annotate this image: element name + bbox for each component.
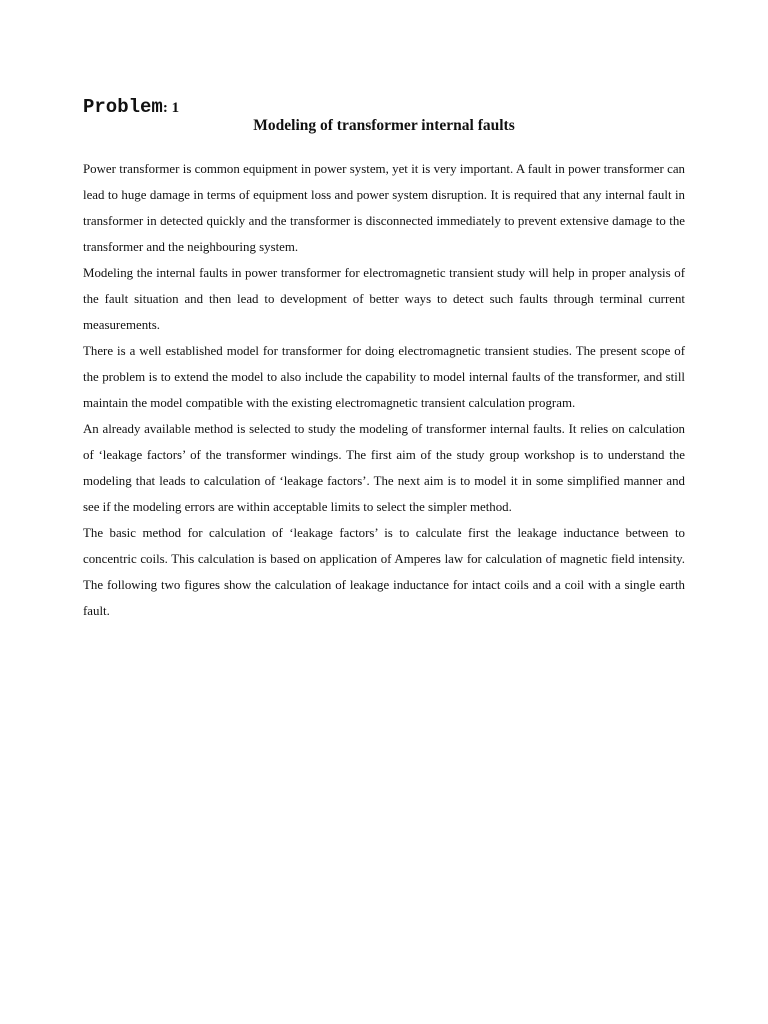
document-page bbox=[83, 88, 685, 624]
paragraph-existing-model: There is a well established model for transformer for doing electromagnetic transient studies. The present scope of the problem is to extend the model to also include the capability to model internal faults of the transformer, and still maintain the model compatible with the existing electromagnetic transient calculation program. bbox=[83, 344, 685, 410]
problem-heading bbox=[83, 88, 685, 118]
problem-number: : 1 bbox=[162, 100, 180, 116]
problem-label: Problem bbox=[83, 96, 163, 118]
body-text bbox=[83, 156, 685, 624]
paragraph-modeling: Modeling the internal faults in power transformer for electromagnetic transient study will help in proper analysis of the fault situation and then lead to development of better ways to detect such faults through terminal current measurements. bbox=[83, 266, 685, 332]
paragraph-leakage: The basic method for calculation of ‘leakage factors’ is to calculate first the leakage inductance between to concentric coils. This calculation is based on application of Amperes law for calculation of magnetic field intensity. The following two figures show the calculation of leakage inductance for intact coils and a coil with a single earth fault. bbox=[83, 526, 685, 618]
paragraph-method: An already available method is selected to study the modeling of transformer internal faults. It relies on calculation of ‘leakage factors’ of the transformer windings. The first aim of the study group workshop is to understand the modeling that leads to calculation of ‘leakage factors’. The next aim is to model it in some simplified manner and see if the modeling errors are within acceptable limits to select the simpler method. bbox=[83, 422, 685, 514]
paragraph-intro: Power transformer is common equipment in power system, yet it is very important. A fault in power transformer can lead to huge damage in terms of equipment loss and power system disruption. It is required that any internal fault in transformer in detected quickly and the transformer is disconnected immediately to prevent extensive damage to the transformer and the neighbouring system. bbox=[83, 162, 685, 254]
document-title: Modeling of transformer internal faults bbox=[253, 117, 515, 134]
